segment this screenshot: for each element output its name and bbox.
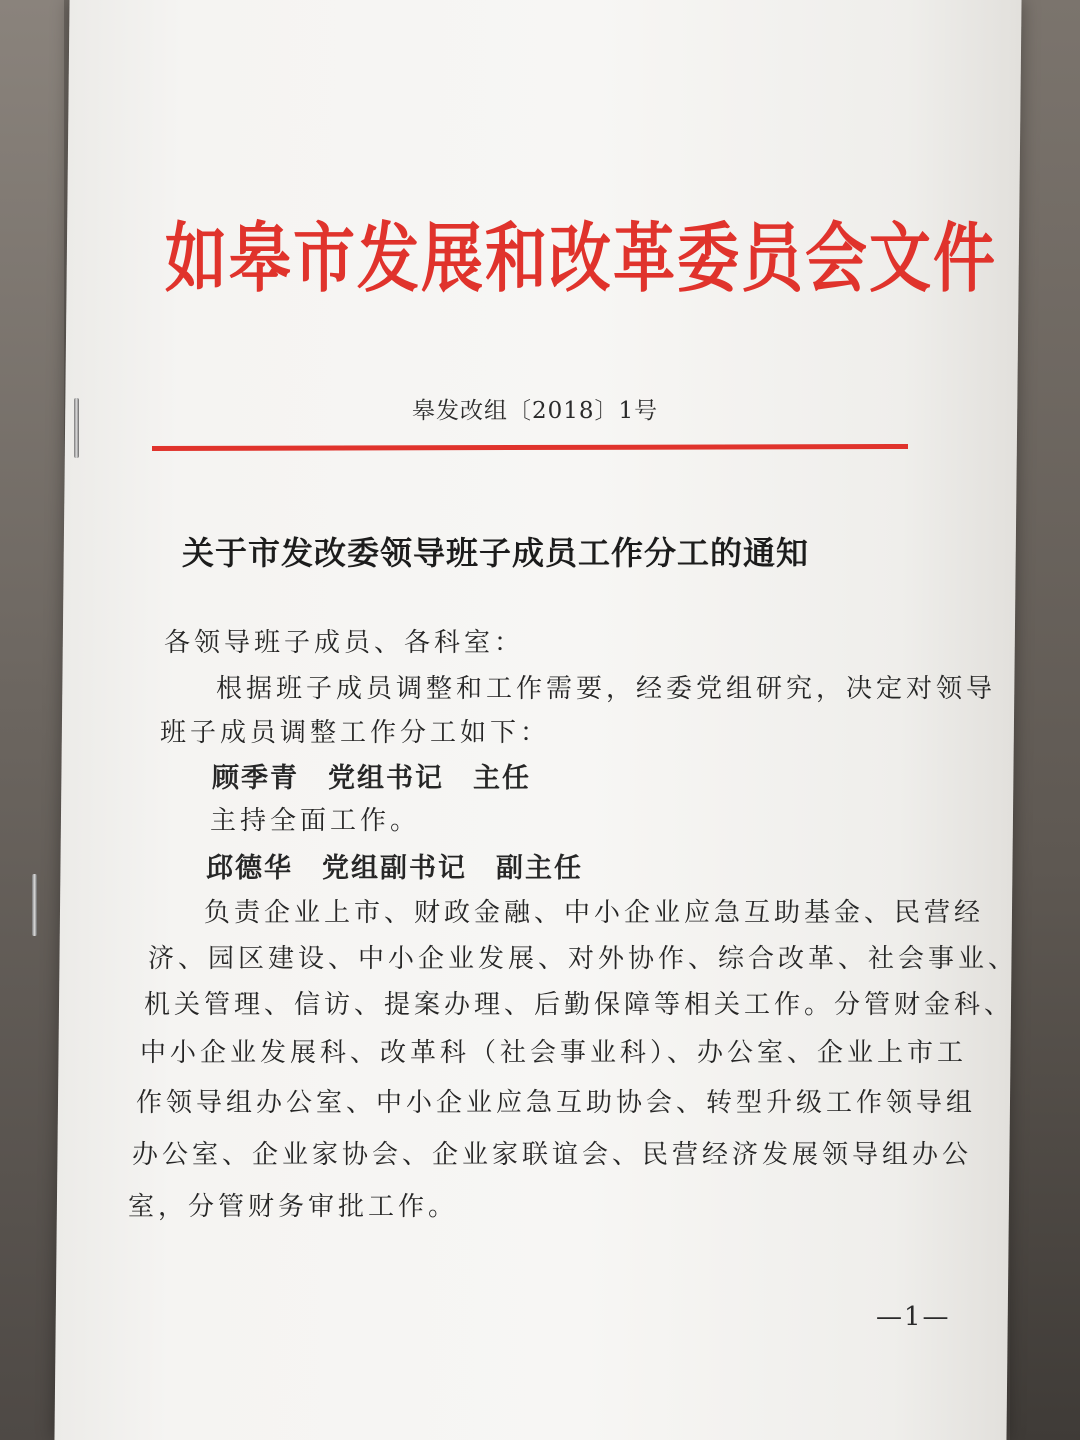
duty-line: 办公室、企业家协会、企业家联谊会、民营经济发展领导组办公 [132,1140,973,1170]
document-number: 皋发改组〔2018〕1号 [412,398,659,424]
member-heading: 顾季青 党组书记 主任 [212,763,531,794]
duty-line: 负责企业上市、财政金融、中小企业应急互助基金、民营经 [204,898,985,928]
salutation: 各领导班子成员、各科室： [164,628,525,658]
notice-title: 关于市发改委领导班子成员工作分工的通知 [182,534,810,572]
red-separator-line [152,444,908,451]
duty-line: 机关管理、信访、提案办理、后勤保障等相关工作。分管财金科、 [144,990,1015,1020]
duty-line: 室，分管财务审批工作。 [128,1192,459,1222]
member-duties: 主持全面工作。 [210,806,421,836]
red-header-title: 如皋市发展和改革委员会文件 [165,213,998,303]
duty-line: 作领导组办公室、中小企业应急互助协会、转型升级工作领导组 [136,1088,977,1118]
member-heading: 邱德华 党组副书记 副主任 [206,853,583,884]
intro-line: 根据班子成员调整和工作需要，经委党组研究，决定对领导 [216,674,997,704]
duty-line: 中小企业发展科、改革科（社会事业科）、办公室、企业上市工 [140,1038,968,1068]
intro-line: 班子成员调整工作分工如下： [160,718,551,748]
page-number: —1— [876,1302,951,1332]
duty-line: 济、园区建设、中小企业发展、对外协作、综合改革、社会事业、 [148,944,1019,974]
